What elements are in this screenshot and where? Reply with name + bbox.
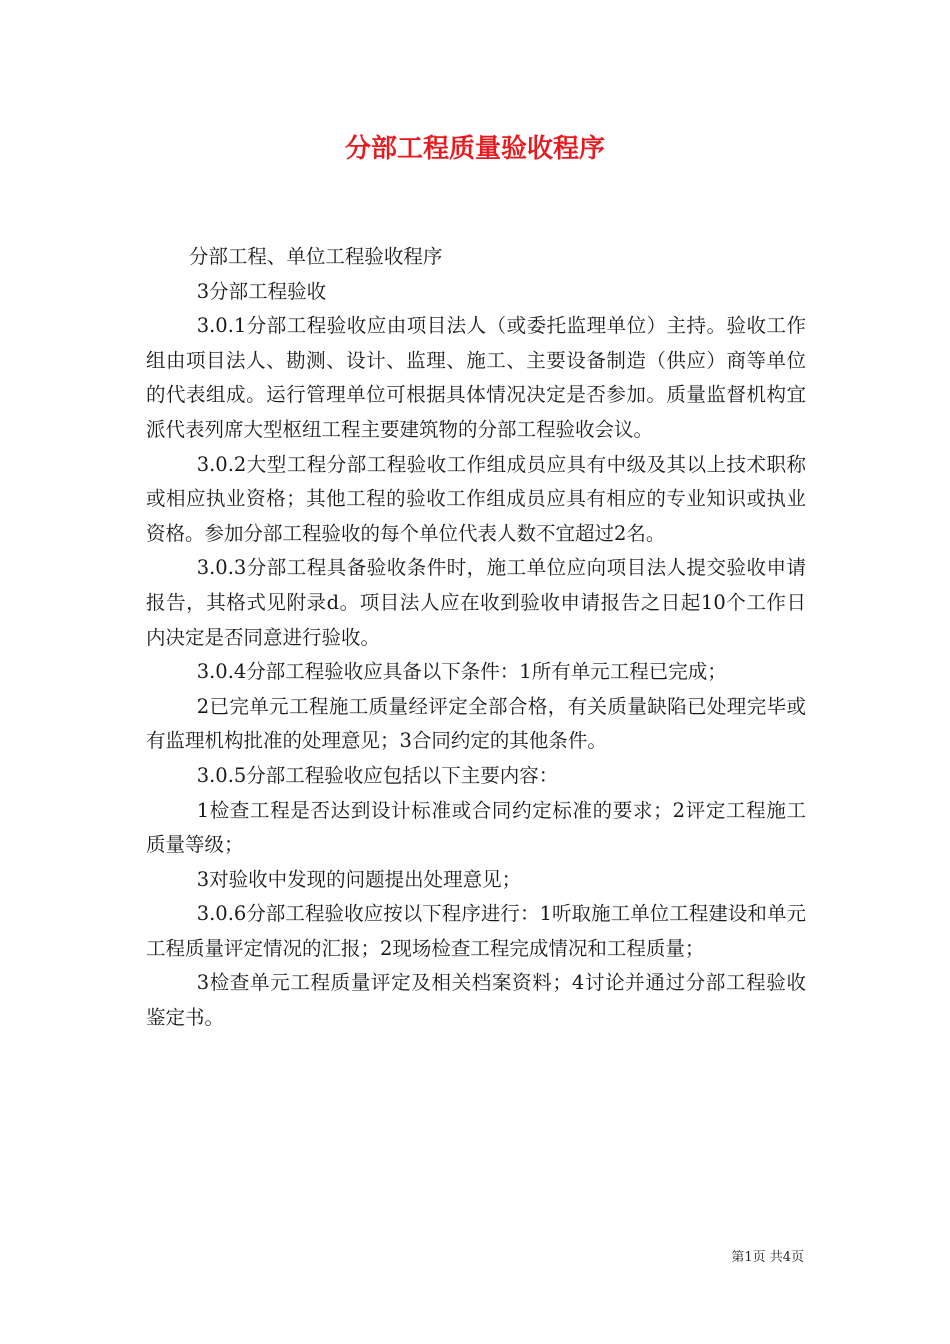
paragraph-3-0-4: 3.0.4分部工程验收应具备以下条件：1所有单元工程已完成； xyxy=(196,660,727,684)
paragraph-3-0-1: 3.0.1分部工程验收应由项目法人（或委托监理单位）主持。验收工作组由项目法人、勘测、设计、监理、施工、主要设备制造（供应）商等单位的代表组成。运行管理单位可根据具体情况决定是否参加。质量监督机构宜派代表列席大型枢纽工程主要建筑物的分部工程验收会议。 xyxy=(146,314,806,441)
paragraph-heading: 分部工程、单位工程验收程序 xyxy=(188,245,443,268)
paragraph-issues: 3对验收中发现的问题提出处理意见； xyxy=(196,867,522,891)
page-number: 第1页 共4页 xyxy=(731,1250,804,1265)
paragraph-3-0-5: 3.0.5分部工程验收应包括以下主要内容： xyxy=(196,763,559,787)
paragraph-contents: 1检查工程是否达到设计标准或合同约定标准的要求；2评定工程施工质量等级； xyxy=(146,798,806,857)
paragraph-3-0-6: 3.0.6分部工程验收应按以下程序进行：1听取施工单位工程建设和单元工程质量评定情况的汇报；2现场检查工程完成情况和工程质量； xyxy=(146,902,806,960)
paragraph-3-0-2: 3.0.2大型工程分部工程验收工作组成员应具有中级及其以上技术职称或相应执业资格；其他工程的验收工作组成员应具有相应的专业知识或执业资格。参加分部工程验收的每个单位代表人数不宜超过2名。 xyxy=(146,452,806,545)
paragraph-procedure: 3检查单元工程质量评定及相关档案资料；4讨论并通过分部工程验收鉴定书。 xyxy=(146,971,806,1030)
document-body xyxy=(146,240,806,1036)
paragraph-section: 3分部工程验收 xyxy=(196,279,327,303)
paragraph-3-0-3: 3.0.3分部工程具备验收条件时，施工单位应向项目法人提交验收申请报告，其格式见附录d。项目法人应在收到验收申请报告之日起10个工作日内决定是否同意进行验收。 xyxy=(146,556,806,649)
paragraph-conditions: 2已完单元工程施工质量经评定全部合格，有关质量缺陷已处理完毕或有监理机构批准的处理意见；3合同约定的其他条件。 xyxy=(146,694,806,753)
document-title: 分部工程质量验收程序 xyxy=(344,134,605,164)
